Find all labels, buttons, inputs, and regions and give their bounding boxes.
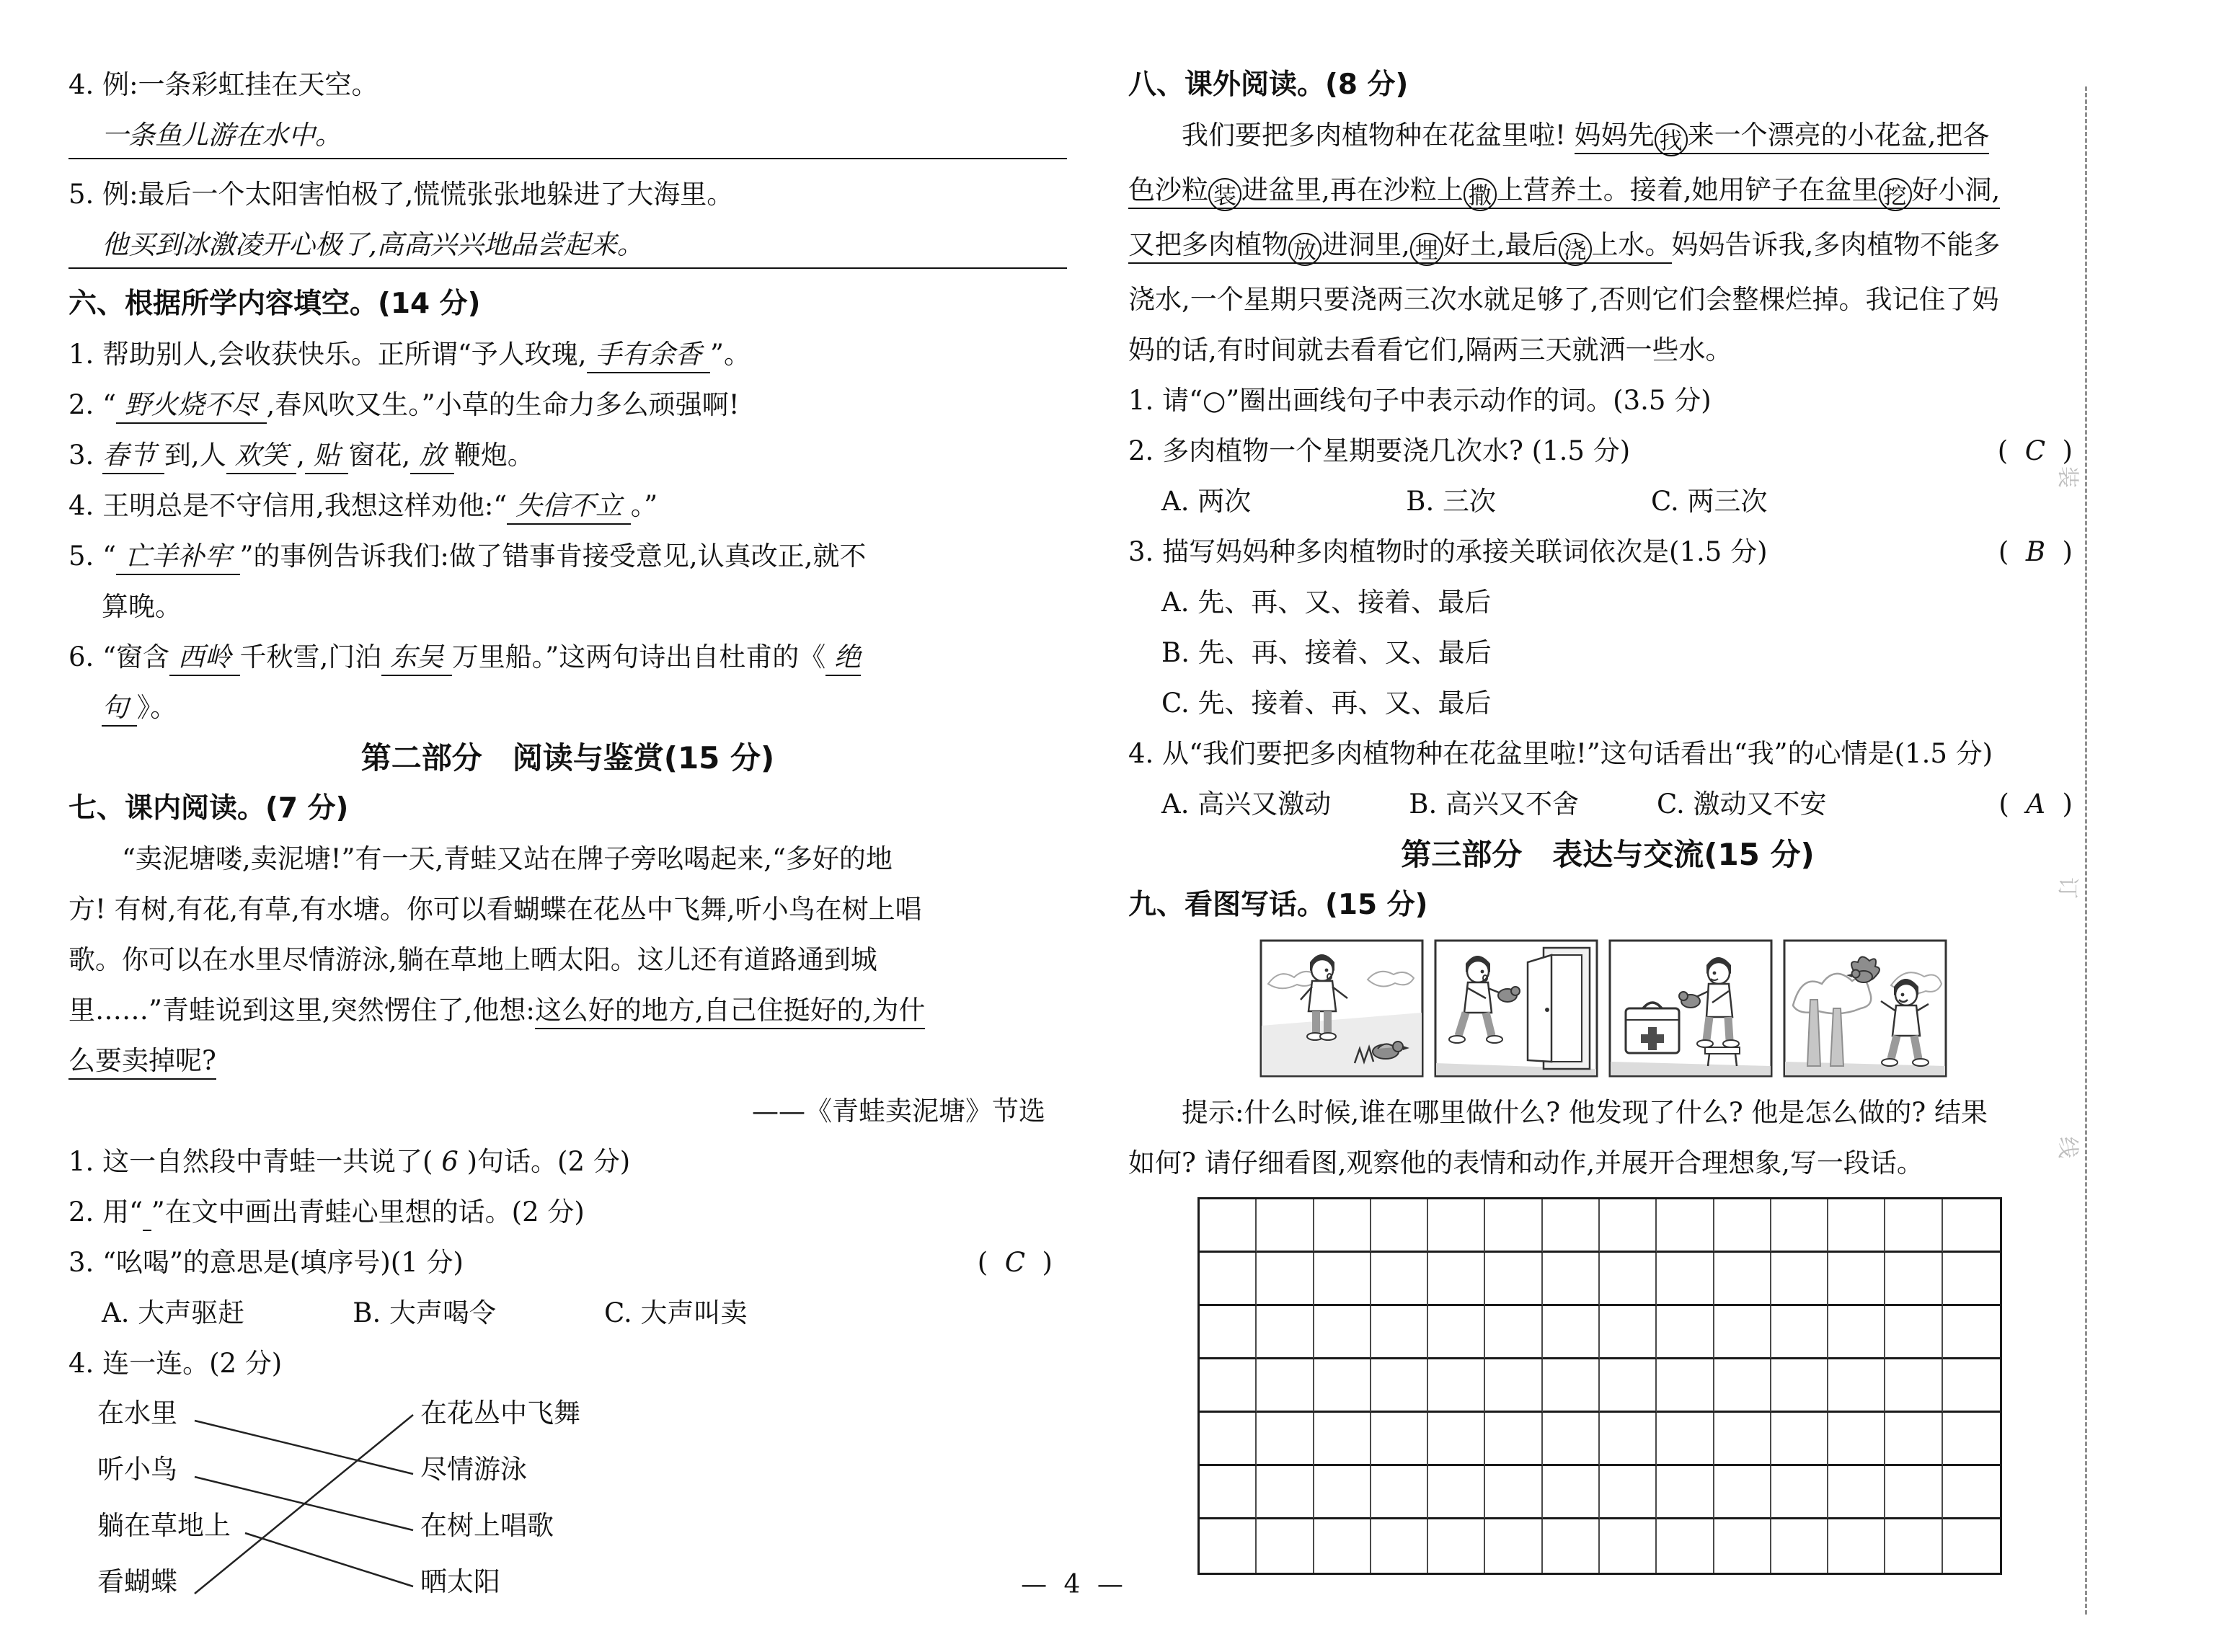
grid-cell bbox=[1314, 1253, 1371, 1306]
grid-cell bbox=[1714, 1466, 1771, 1519]
grid-cell bbox=[1600, 1519, 1657, 1573]
grid-cell bbox=[1257, 1359, 1314, 1413]
grid-cell bbox=[1885, 1359, 1942, 1413]
match-right-item: 晒太阳 bbox=[420, 1566, 500, 1597]
grid-cell bbox=[1943, 1306, 2000, 1359]
grid-cell bbox=[1828, 1253, 1885, 1306]
grid-cell bbox=[1428, 1359, 1485, 1413]
grid-cell bbox=[1771, 1413, 1828, 1466]
question-8-1: 1. 请“○”圈出画线句子中表示动作的词。(3.5 分) bbox=[1128, 385, 1712, 416]
grid-cell bbox=[1485, 1306, 1542, 1359]
question-8-2: 2. 多肉植物一个星期要浇几次水? (1.5 分) ( C ) bbox=[1128, 435, 2073, 466]
question-8-3-option-c: C. 先、接着、再、又、最后 bbox=[1161, 688, 1492, 719]
grid-cell bbox=[1200, 1253, 1257, 1306]
question-7-3: 3. “吆喝”的意思是(填序号)(1 分) ( C ) bbox=[68, 1247, 1053, 1278]
grid-cell bbox=[1828, 1519, 1885, 1573]
grid-cell bbox=[1600, 1466, 1657, 1519]
fill-blank-item-5-cont: 算晚。 bbox=[102, 591, 182, 622]
grid-cell bbox=[1371, 1519, 1428, 1573]
grid-cell bbox=[1314, 1306, 1371, 1359]
grid-cell bbox=[1714, 1413, 1771, 1466]
grid-cell bbox=[1371, 1253, 1428, 1306]
left-column bbox=[68, 68, 1067, 1614]
grid-cell bbox=[1657, 1466, 1714, 1519]
grid-cell bbox=[1771, 1306, 1828, 1359]
grid-cell bbox=[1828, 1199, 1885, 1253]
grid-cell bbox=[1828, 1466, 1885, 1519]
grid-cell bbox=[1543, 1413, 1600, 1466]
grid-cell bbox=[1600, 1199, 1657, 1253]
right-column: 八、课外阅读。(8 分) 我们要把多肉植物种在花盆里啦! 妈妈先 找 来一个漂亮的小花盆,把各 色沙粒 装 进盆里,再在沙粒上 撒 上营养土。接着,她用铲子在盆里 挖 好小洞, 又把多肉植物 放 进洞里, 埋 好土,最后 浇 上水。妈妈告诉我,多肉植物不能多 浇水,一个星期只要浇两三次水就足够了,否则它们会整棵烂掉。我记住了妈 妈的话,有时间就去看看它们,隔两三天就洒一些水。 1. 请“○”圈出画线句子中表示动作的词。(3.5 分) 2. 多肉植物一个星期要浇几次水? (1.5 分) ( C ) A. 两次 B. 三次 C. 两三次 3. 描写妈妈种多肉植物时的承接关联词依次是(1.5 分) ( B ) A. 先、再、又、接着、最后 B. 先、再、接着、又、最后 C. 先、接着、再、又、最后 4. 从“我们要把多肉植物种在花盆里啦!”这句话看出“我”的心情是(1.5 分) ( A ) A. 高兴又激动 B. 高兴又不舍 C. 激动又不安 第三部分 表达与交流(15 分) 九、看图写话。(15 分) 提示:什么时候,谁在哪里做什么? 他发现了什么? 他是怎么做的? 结果 如何? 请仔细看图,观察他的表情和动作,并展开合理想象,写一段话。 bbox=[1128, 68, 2087, 1575]
question-7-1: 1. 这一自然段中青蛙一共说了( 6 )句话。(2 分) bbox=[68, 1146, 631, 1177]
grid-cell bbox=[1543, 1519, 1600, 1573]
grid-cell bbox=[1771, 1199, 1828, 1253]
grid-cell bbox=[1485, 1413, 1542, 1466]
question-8-2-options: A. 两次 B. 三次 C. 两三次 bbox=[1161, 486, 1768, 517]
grid-cell bbox=[1200, 1413, 1257, 1466]
grid-cell bbox=[1200, 1359, 1257, 1413]
grid-cell bbox=[1771, 1519, 1828, 1573]
grid-cell bbox=[1371, 1466, 1428, 1519]
fill-blank-item-6-cont: 句 》。 bbox=[68, 691, 1067, 724]
section-7-title: 七、课内阅读。(7 分) bbox=[68, 792, 349, 825]
grid-cell bbox=[1200, 1306, 1257, 1359]
passage-7-line-4: 里……”青蛙说到这里,突然愣住了,他想:这么好的地方,自己住挺好的,为什 bbox=[68, 994, 1067, 1027]
question-8-3: 3. 描写妈妈种多肉植物时的承接关联词依次是(1.5 分) ( B ) bbox=[1128, 536, 2073, 567]
story-panel-1 bbox=[1259, 939, 1424, 1078]
grid-cell bbox=[1543, 1253, 1600, 1306]
grid-cell bbox=[1943, 1253, 2000, 1306]
grid-cell bbox=[1428, 1413, 1485, 1466]
grid-cell bbox=[1257, 1413, 1314, 1466]
grid-cell bbox=[1657, 1413, 1714, 1466]
grid-cell bbox=[1314, 1519, 1371, 1573]
match-right-item: 尽情游泳 bbox=[420, 1454, 527, 1485]
grid-cell bbox=[1371, 1359, 1428, 1413]
grid-cell bbox=[1257, 1253, 1314, 1306]
grid-cell bbox=[1885, 1413, 1942, 1466]
hint-line-1: 提示:什么时候,谁在哪里做什么? 他发现了什么? 他是怎么做的? 结果 bbox=[1128, 1097, 1988, 1128]
grid-cell bbox=[1428, 1199, 1485, 1253]
grid-cell bbox=[1428, 1306, 1485, 1359]
grid-cell bbox=[1943, 1519, 2000, 1573]
grid-cell bbox=[1485, 1466, 1542, 1519]
grid-cell bbox=[1485, 1359, 1542, 1413]
grid-cell bbox=[1943, 1413, 2000, 1466]
match-right-item: 在树上唱歌 bbox=[420, 1510, 554, 1541]
question-8-4-options: A. 高兴又激动 B. 高兴又不舍 C. 激动又不安 bbox=[1161, 789, 1827, 820]
grid-cell bbox=[1600, 1253, 1657, 1306]
match-left-item: 听小鸟 bbox=[97, 1454, 177, 1485]
grid-cell bbox=[1314, 1413, 1371, 1466]
grid-cell bbox=[1485, 1199, 1542, 1253]
grid-cell bbox=[1714, 1199, 1771, 1253]
fill-blank-item-1: 1. 帮助别人,会收获快乐。正所谓“予人玫瑰, 手有余香 ”。 bbox=[68, 338, 1067, 371]
grid-cell bbox=[1714, 1306, 1771, 1359]
grid-cell bbox=[1943, 1466, 2000, 1519]
passage-7-line-5: 么要卖掉呢? bbox=[68, 1044, 1067, 1078]
grid-cell bbox=[1371, 1306, 1428, 1359]
answer-line-5 bbox=[68, 228, 1067, 269]
question-8-3-option-b: B. 先、再、接着、又、最后 bbox=[1161, 637, 1492, 668]
fill-blank-item-4: 4. 王明总是不守信用,我想这样劝他:“ 失信不立 。” bbox=[68, 489, 1067, 523]
grid-cell bbox=[1485, 1253, 1542, 1306]
grid-cell bbox=[1657, 1253, 1714, 1306]
fill-blank-item-3: 3. 春节 到,人 欢笑 , 贴 窗花, 放 鞭炮。 bbox=[68, 439, 1067, 472]
grid-cell bbox=[1828, 1306, 1885, 1359]
grid-cell bbox=[1200, 1466, 1257, 1519]
grid-cell bbox=[1257, 1519, 1314, 1573]
story-panel-3 bbox=[1608, 939, 1773, 1078]
writing-grid bbox=[1197, 1197, 2002, 1575]
passage-7-line-3: 歌。你可以在水里尽情游泳,躺在草地上晒太阳。这儿还有道路通到城 bbox=[68, 944, 877, 975]
grid-cell bbox=[1714, 1519, 1771, 1573]
passage-8-line-5: 妈的话,有时间就去看看它们,隔两三天就洒一些水。 bbox=[1128, 334, 1732, 365]
grid-cell bbox=[1428, 1253, 1485, 1306]
grid-cell bbox=[1943, 1199, 2000, 1253]
passage-8-line-4: 浇水,一个星期只要浇两三次水就足够了,否则它们会整棵烂掉。我记住了妈 bbox=[1128, 284, 1999, 315]
grid-cell bbox=[1657, 1359, 1714, 1413]
grid-cell bbox=[1771, 1253, 1828, 1306]
grid-cell bbox=[1428, 1519, 1485, 1573]
grid-cell bbox=[1485, 1519, 1542, 1573]
grid-cell bbox=[1828, 1413, 1885, 1466]
grid-cell bbox=[1885, 1199, 1942, 1253]
grid-cell bbox=[1257, 1306, 1314, 1359]
grid-cell bbox=[1600, 1413, 1657, 1466]
grid-cell bbox=[1428, 1466, 1485, 1519]
grid-cell bbox=[1543, 1306, 1600, 1359]
grid-cell bbox=[1543, 1199, 1600, 1253]
passage-7-line-1: “卖泥塘喽,卖泥塘!”有一天,青蛙又站在牌子旁吆喝起来,“多好的地 bbox=[68, 843, 893, 874]
section-9-title: 九、看图写话。(15 分) bbox=[1128, 889, 1428, 921]
grid-cell bbox=[1371, 1413, 1428, 1466]
question-8-3-option-a: A. 先、再、又、接着、最后 bbox=[1161, 587, 1492, 618]
grid-cell bbox=[1771, 1466, 1828, 1519]
grid-cell bbox=[1885, 1466, 1942, 1519]
grid-cell bbox=[1543, 1359, 1600, 1413]
passage-8-line-2: 色沙粒 装 进盆里,再在沙粒上 撒 上营养土。接着,她用铲子在盆里 挖 好小洞, bbox=[1128, 174, 2087, 211]
grid-cell bbox=[1371, 1199, 1428, 1253]
binding-char: 线 bbox=[2055, 1137, 2080, 1158]
handwritten-answer: 一条鱼儿游在水中。 bbox=[102, 120, 342, 151]
passage-8-line-3: 又把多肉植物 放 进洞里, 埋 好土,最后 浇 上水。妈妈告诉我,多肉植物不能多 bbox=[1128, 228, 2087, 266]
grid-cell bbox=[1657, 1199, 1714, 1253]
grid-cell bbox=[1600, 1306, 1657, 1359]
grid-cell bbox=[1771, 1359, 1828, 1413]
grid-cell bbox=[1200, 1199, 1257, 1253]
fill-blank-item-2: 2. “ 野火烧不尽 ,春风吹又生。”小草的生命力多么顽强啊! bbox=[68, 388, 1067, 422]
picture-story-strip bbox=[1259, 939, 2087, 1078]
grid-cell bbox=[1885, 1519, 1942, 1573]
story-panel-4 bbox=[1783, 939, 1947, 1078]
example-item-5: 5. 例:最后一个太阳害怕极了,慌慌张张地躲进了大海里。 bbox=[68, 179, 734, 210]
handwritten-answer: 他买到冰激凌开心极了,高高兴兴地品尝起来。 bbox=[102, 229, 644, 260]
grid-cell bbox=[1885, 1253, 1942, 1306]
question-7-4: 4. 连一连。(2 分) bbox=[68, 1348, 283, 1379]
binding-char: 订 bbox=[2055, 877, 2080, 899]
match-left-item: 看蝴蝶 bbox=[97, 1566, 177, 1597]
grid-cell bbox=[1200, 1519, 1257, 1573]
grid-cell bbox=[1714, 1359, 1771, 1413]
grid-cell bbox=[1543, 1466, 1600, 1519]
fill-blank-item-6: 6. “窗含 西岭 千秋雪,门泊 东吴 万里船。”这两句诗出自杜甫的《 绝 bbox=[68, 641, 1067, 674]
grid-cell bbox=[1600, 1359, 1657, 1413]
match-left-item: 躺在草地上 bbox=[97, 1510, 231, 1541]
grid-cell bbox=[1943, 1359, 2000, 1413]
section-8-title: 八、课外阅读。(8 分) bbox=[1128, 68, 1409, 101]
question-7-2: 2. 用“ ”在文中画出青蛙心里想的话。(2 分) bbox=[68, 1196, 1067, 1229]
grid-cell bbox=[1885, 1306, 1942, 1359]
match-left-item: 在水里 bbox=[97, 1398, 177, 1429]
part-3-title: 第三部分 表达与交流(15 分) bbox=[1401, 837, 1815, 872]
hint-line-2: 如何? 请仔细看图,观察他的表情和动作,并展开合理想象,写一段话。 bbox=[1128, 1147, 1923, 1178]
grid-cell bbox=[1828, 1359, 1885, 1413]
part-2-title: 第二部分 阅读与鉴赏(15 分) bbox=[360, 740, 775, 776]
fill-blank-item-5: 5. “ 亡羊补牢 ”的事例告诉我们:做了错事肯接受意见,认真改正,就不 bbox=[68, 540, 1067, 573]
grid-cell bbox=[1314, 1199, 1371, 1253]
binding-char: 装 bbox=[2055, 466, 2080, 488]
page-number: — 4 — bbox=[1021, 1570, 1128, 1599]
answer-line-4 bbox=[68, 119, 1067, 159]
binding-dashed-line bbox=[2085, 86, 2087, 1615]
passage-7-source: ——《青蛙卖泥塘》节选 bbox=[752, 1096, 1045, 1127]
match-right-item: 在花丛中飞舞 bbox=[420, 1398, 580, 1429]
example-item-4: 4. 例:一条彩虹挂在天空。 bbox=[68, 69, 378, 100]
grid-cell bbox=[1314, 1359, 1371, 1413]
passage-8-line-1: 我们要把多肉植物种在花盆里啦! 妈妈先 找 来一个漂亮的小花盆,把各 bbox=[1128, 119, 2087, 156]
section-6-title: 六、根据所学内容填空。(14 分) bbox=[68, 288, 481, 320]
grid-cell bbox=[1257, 1199, 1314, 1253]
grid-cell bbox=[1657, 1306, 1714, 1359]
grid-cell bbox=[1314, 1466, 1371, 1519]
grid-cell bbox=[1714, 1253, 1771, 1306]
passage-7-line-2: 方! 有树,有花,有草,有水塘。你可以看蝴蝶在花丛中飞舞,听小鸟在树上唱 bbox=[68, 894, 922, 925]
question-8-4: 4. 从“我们要把多肉植物种在花盆里啦!”这句话看出“我”的心情是(1.5 分) bbox=[1128, 738, 1993, 769]
grid-cell bbox=[1257, 1466, 1314, 1519]
question-7-3-options: A. 大声驱赶 B. 大声喝令 C. 大声叫卖 bbox=[102, 1297, 748, 1328]
story-panel-2 bbox=[1434, 939, 1598, 1078]
grid-cell bbox=[1657, 1519, 1714, 1573]
